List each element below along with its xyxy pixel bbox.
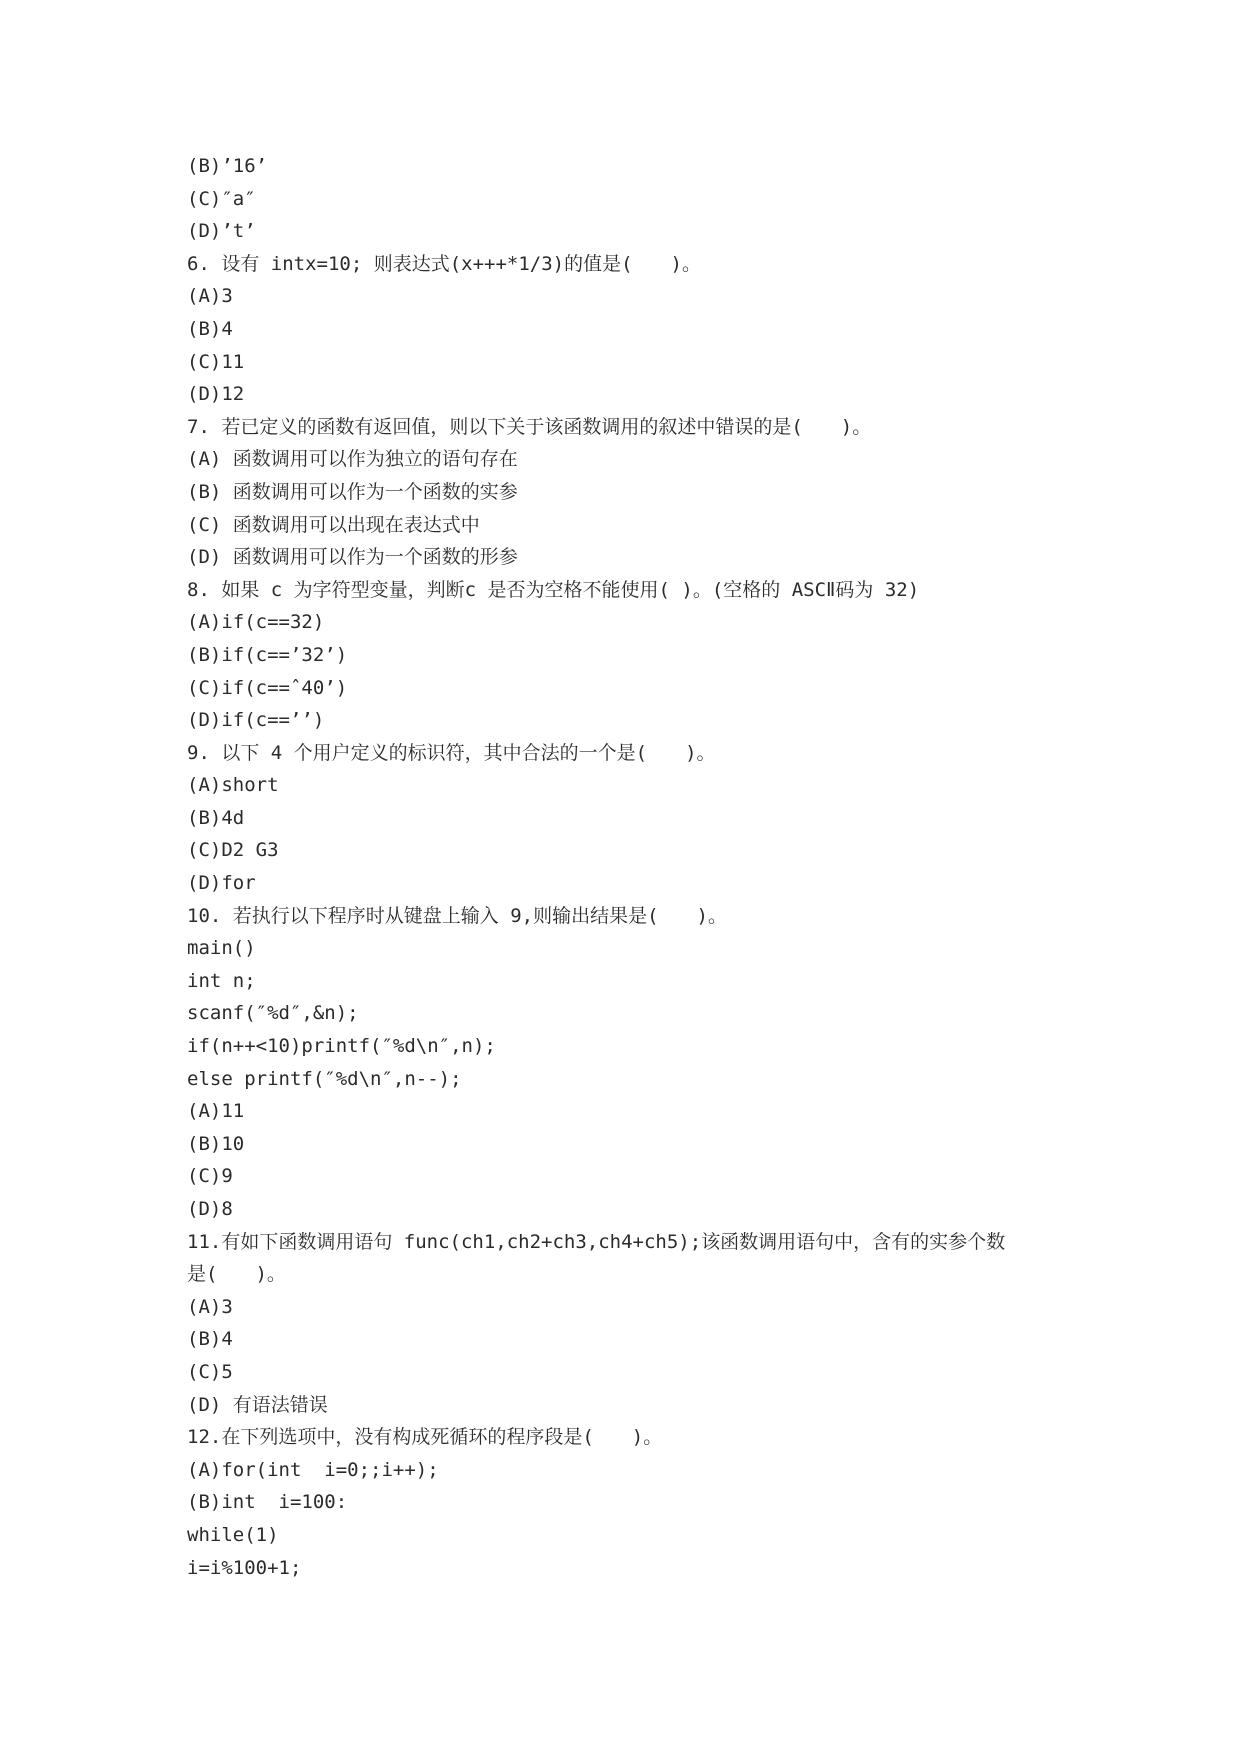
code-line: if(n++<10)printf(″%d\n″,n); <box>187 1035 496 1058</box>
option-10b: (B)10 <box>187 1132 245 1155</box>
option-8d: (D)if(c==’’) <box>187 709 325 732</box>
code-line: main() <box>187 937 256 960</box>
option-10d: (D)8 <box>187 1198 233 1220</box>
option-5c: (C)″a″ <box>187 187 256 210</box>
option-7b: (B) 函数调用可以作为一个函数的实参 <box>187 480 518 503</box>
option-8a: (A)if(c==32) <box>187 611 325 634</box>
option-7a: (A) 函数调用可以作为独立的语句存在 <box>187 448 518 471</box>
question-11-continued: 是( )。 <box>187 1263 286 1286</box>
question-12: 12.在下列选项中，没有构成死循环的程序段是( )。 <box>187 1426 663 1449</box>
question-7: 7. 若已定义的函数有返回值，则以下关于该函数调用的叙述中错误的是( )。 <box>187 415 872 438</box>
option-10a: (A)11 <box>187 1100 245 1123</box>
option-12a: (A)for(int i=0;;i++); <box>187 1458 439 1481</box>
option-6c: (C)11 <box>187 350 245 373</box>
option-6a: (A)3 <box>187 285 233 308</box>
code-line: while(1) <box>187 1523 279 1546</box>
code-line: int n; <box>187 969 256 992</box>
option-6b: (B)4 <box>187 317 233 340</box>
option-9d: (D)for <box>187 872 256 895</box>
document-body <box>187 150 1067 1584</box>
question-10: 10. 若执行以下程序时从键盘上输入 9,则输出结果是( )。 <box>187 904 727 927</box>
option-11b: (B)4 <box>187 1328 233 1351</box>
option-7c: (C) 函数调用可以出现在表达式中 <box>187 513 480 536</box>
code-line: i=i%100+1; <box>187 1556 302 1579</box>
option-6d: (D)12 <box>187 383 245 406</box>
question-8: 8. 如果 c 为字符型变量，判断c 是否为空格不能使用( )。(空格的 ASCⅡ码为 32) <box>187 578 920 601</box>
option-7d: (D) 函数调用可以作为一个函数的形参 <box>187 546 518 569</box>
option-11a: (A)3 <box>187 1295 233 1318</box>
option-9a: (A)short <box>187 774 279 797</box>
option-9b: (B)4d <box>187 806 245 829</box>
option-12b: (B)int i=100: <box>187 1491 348 1514</box>
option-5d: (D)’t’ <box>187 220 256 243</box>
option-5b: (B)’16’ <box>187 155 268 177</box>
option-9c: (C)D2 G3 <box>187 839 279 862</box>
option-10c: (C)9 <box>187 1165 233 1188</box>
question-11: 11.有如下函数调用语句 func(ch1,ch2+ch3,ch4+ch5);该函数调用语句中，含有的实参个数 <box>187 1230 1006 1253</box>
option-11d: (D) 有语法错误 <box>187 1393 328 1416</box>
option-11c: (C)5 <box>187 1360 233 1383</box>
question-9: 9. 以下 4 个用户定义的标识符，其中合法的一个是( )。 <box>187 741 716 764</box>
code-line: scanf(″%d″,&n); <box>187 1002 359 1025</box>
code-line: else printf(″%d\n″,n--); <box>187 1067 462 1090</box>
option-8c: (C)if(c==ˆ40’) <box>187 676 348 699</box>
option-8b: (B)if(c==’32’) <box>187 643 348 666</box>
question-6: 6. 设有 intx=10; 则表达式(x+++*1/3)的值是( )。 <box>187 252 701 275</box>
